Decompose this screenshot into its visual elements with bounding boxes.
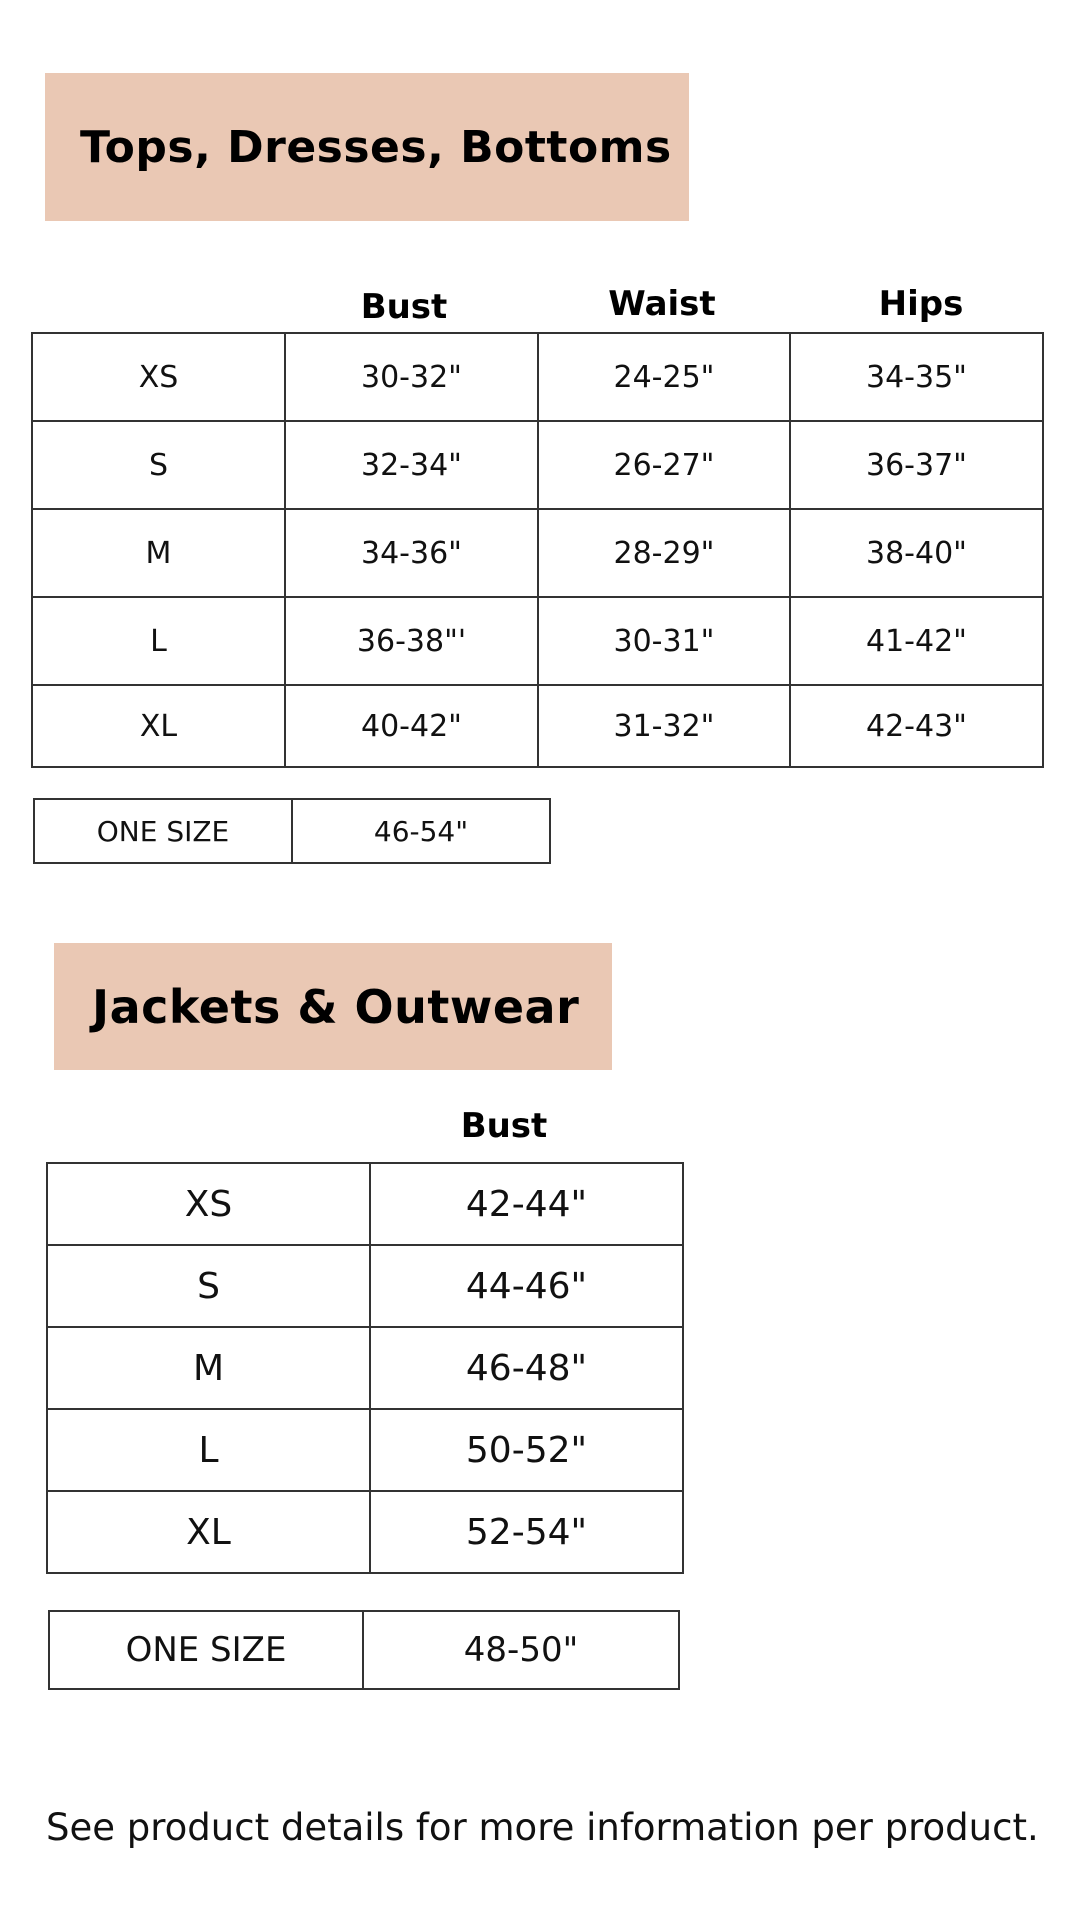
bust-cell: 32-34" [285,421,538,509]
hips-cell: 38-40" [790,509,1043,597]
bust-cell: 30-32" [285,333,538,421]
hips-cell: 36-37" [790,421,1043,509]
bust-cell: 34-36" [285,509,538,597]
size-cell: XL [32,685,285,767]
table-row [49,1611,679,1689]
size-cell: S [47,1245,370,1327]
size-cell: L [47,1409,370,1491]
bust-cell: 42-44" [370,1163,683,1245]
table-row [34,799,550,863]
bust-cell: 46-48" [370,1327,683,1409]
table-row [47,1327,683,1409]
bust-cell: 36-38"' [285,597,538,685]
bust-cell: 52-54" [370,1491,683,1573]
one-size-label: ONE SIZE [34,799,292,863]
size-cell: L [32,597,285,685]
table-row [32,333,1043,421]
one-size-table-tops [33,798,551,864]
size-cell: M [47,1327,370,1409]
bust-cell: 40-42" [285,685,538,767]
table-row [47,1409,683,1491]
footer-note: See product details for more information per product. [46,1806,1039,1849]
size-table-jackets [46,1162,684,1574]
table-row [47,1491,683,1573]
one-size-table-jackets [48,1610,680,1690]
table-row [32,421,1043,509]
table-row [32,597,1043,685]
size-table-tops [31,332,1044,768]
one-size-label: ONE SIZE [49,1611,363,1689]
column-header-bust: Bust [360,287,448,327]
section-title-jackets: Jackets & Outwear [92,979,580,1034]
one-size-bust: 48-50" [363,1611,679,1689]
size-cell: XS [47,1163,370,1245]
hips-cell: 42-43" [790,685,1043,767]
waist-cell: 31-32" [538,685,790,767]
column-header-hips: Hips [878,284,964,324]
waist-cell: 24-25" [538,333,790,421]
size-cell: XL [47,1491,370,1573]
column-header-waist: Waist [608,284,716,324]
section-banner-tops [45,73,689,221]
size-cell: M [32,509,285,597]
waist-cell: 26-27" [538,421,790,509]
hips-cell: 41-42" [790,597,1043,685]
section-title-tops: Tops, Dresses, Bottoms [80,121,672,173]
table-row [32,685,1043,767]
size-cell: XS [32,333,285,421]
table-row [32,509,1043,597]
section-banner-jackets [54,943,612,1070]
bust-cell: 50-52" [370,1409,683,1491]
waist-cell: 28-29" [538,509,790,597]
hips-cell: 34-35" [790,333,1043,421]
column-header-bust: Bust [460,1106,548,1146]
one-size-bust: 46-54" [292,799,550,863]
size-cell: S [32,421,285,509]
bust-cell: 44-46" [370,1245,683,1327]
table-row [47,1163,683,1245]
table-row [47,1245,683,1327]
waist-cell: 30-31" [538,597,790,685]
